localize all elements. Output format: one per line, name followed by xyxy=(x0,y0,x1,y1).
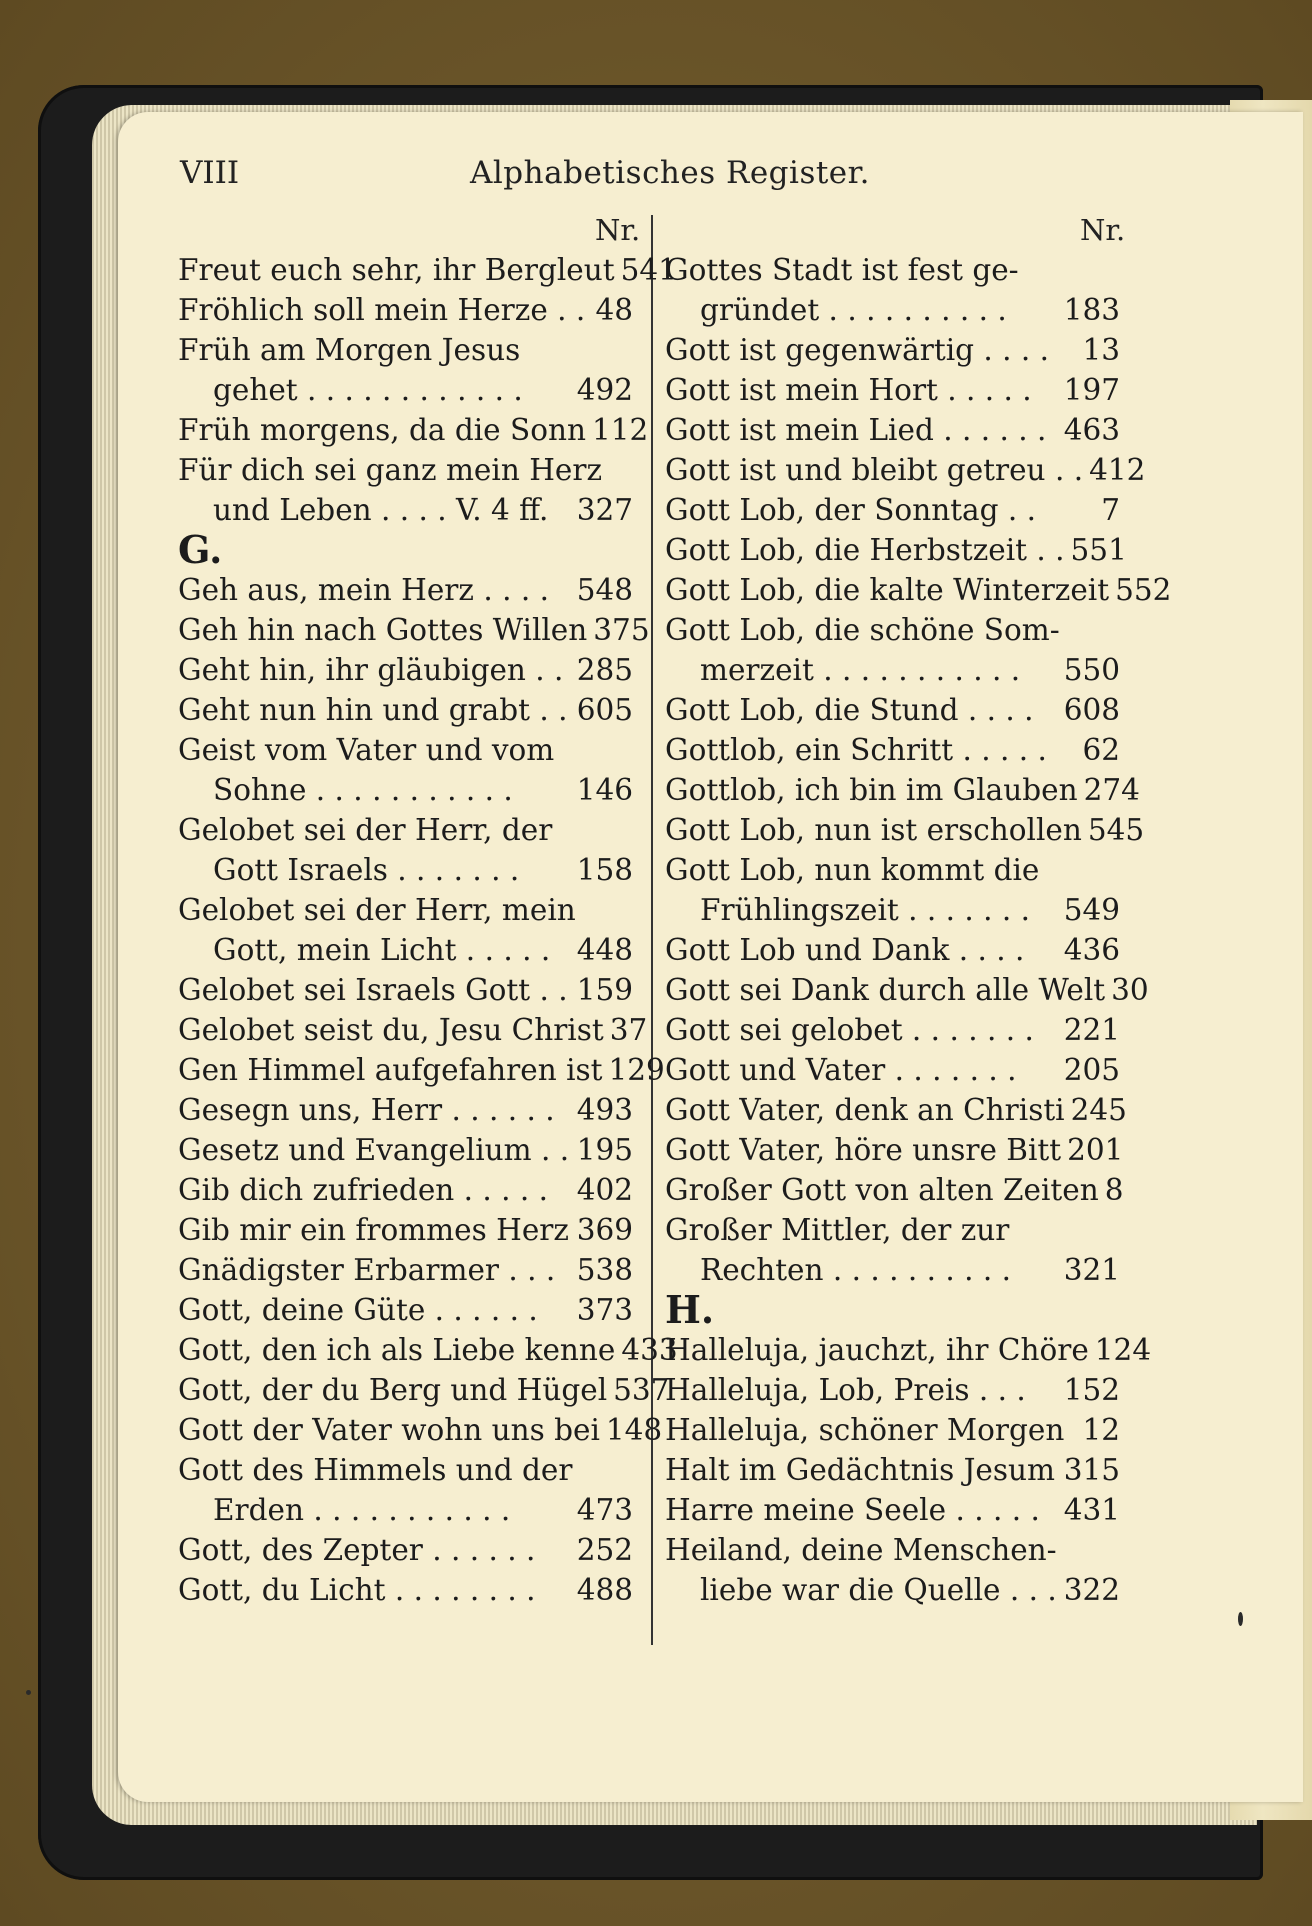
entry-number: 183 xyxy=(1063,293,1120,327)
entry-title: Harre meine Seele . . . . . xyxy=(665,1493,1040,1527)
entry-number: 221 xyxy=(1063,1013,1120,1047)
entry-title: Gott Lob, der Sonntag . . xyxy=(665,493,1037,527)
index-entry xyxy=(665,1490,1120,1530)
entry-number: 129 xyxy=(608,1053,665,1087)
index-entry xyxy=(665,1050,1120,1090)
entry-number: 545 xyxy=(1087,813,1145,847)
index-entry xyxy=(178,1450,633,1490)
index-entry xyxy=(665,570,1172,610)
entry-number: 8 xyxy=(1104,1173,1124,1207)
entry-title: Sohne . . . . . . . . . . . xyxy=(213,773,513,807)
index-entry xyxy=(665,810,1145,850)
entry-title: Früh morgens, da die Sonn xyxy=(178,413,586,447)
entry-title: Für dich sei ganz mein Herz xyxy=(178,453,603,487)
entry-number: 538 xyxy=(576,1253,633,1287)
entry-title: Gen Himmel aufgefahren ist xyxy=(178,1053,603,1087)
index-entry xyxy=(178,1370,670,1410)
entry-number: 436 xyxy=(1063,933,1120,967)
entry-number: 605 xyxy=(576,693,633,727)
index-entry xyxy=(665,370,1120,410)
entry-title: Gott, des Zepter . . . . . . xyxy=(178,1533,536,1567)
entry-number: 12 xyxy=(1082,1413,1120,1447)
entry-number: 321 xyxy=(1063,1253,1120,1287)
entry-number: 493 xyxy=(576,1093,633,1127)
entry-title: H. xyxy=(665,1287,715,1332)
entry-title: Gott des Himmels und der xyxy=(178,1453,573,1487)
index-entry xyxy=(665,1090,1127,1130)
index-entry xyxy=(665,930,1120,970)
index-entry xyxy=(178,290,633,330)
entry-number: 112 xyxy=(592,413,649,447)
entry-title: Großer Gott von alten Zeiten xyxy=(665,1173,1099,1207)
entry-number: 205 xyxy=(1063,1053,1120,1087)
index-entry xyxy=(178,450,633,490)
index-entry xyxy=(665,1530,1120,1570)
entry-title: Gott, der du Berg und Hügel xyxy=(178,1373,608,1407)
entry-number: 492 xyxy=(576,373,633,407)
entry-number: 473 xyxy=(576,1493,633,1527)
entry-number: 30 xyxy=(1111,973,1149,1007)
entry-title: Frühlingszeit . . . . . . . xyxy=(700,893,1031,927)
index-entry xyxy=(665,970,1149,1010)
entry-title: Gelobet sei Israels Gott . . xyxy=(178,973,568,1007)
entry-number: 62 xyxy=(1082,733,1120,767)
index-entry xyxy=(178,730,633,770)
entry-number xyxy=(1114,1530,1120,1570)
entry-number: 48 xyxy=(595,293,633,327)
nr-label-right: Nr. xyxy=(1080,213,1126,247)
entry-title: Geist vom Vater und vom xyxy=(178,733,555,767)
entry-number xyxy=(627,450,633,490)
index-entry xyxy=(665,1370,1120,1410)
entry-title: Gib dich zufrieden . . . . . xyxy=(178,1173,549,1207)
page-number: VIII xyxy=(180,155,240,191)
index-entry xyxy=(178,650,633,690)
entry-title: Gott Vater, denk an Christi xyxy=(665,1093,1065,1127)
entry-number: 448 xyxy=(576,933,633,967)
index-entry xyxy=(178,1570,633,1610)
index-entry xyxy=(178,1130,633,1170)
entry-title: liebe war die Quelle . . . xyxy=(700,1573,1057,1607)
entry-number xyxy=(627,890,633,930)
index-entry xyxy=(665,1170,1124,1210)
index-entry xyxy=(178,410,649,450)
entry-number: 548 xyxy=(576,573,633,607)
index-entry xyxy=(178,1290,633,1330)
index-entry xyxy=(178,890,633,930)
entry-title: Gott Israels . . . . . . . xyxy=(213,853,520,887)
entry-title: Gott sei Dank durch alle Welt xyxy=(665,973,1106,1007)
entry-title: Gelobet sei der Herr, mein xyxy=(178,893,576,927)
index-entry xyxy=(665,330,1120,370)
entry-title: Erden . . . . . . . . . . . xyxy=(213,1493,511,1527)
entry-title: Gott ist gegenwärtig . . . . xyxy=(665,333,1050,367)
entry-title: Halleluja, Lob, Preis . . . xyxy=(665,1373,1026,1407)
entry-title: Gott ist mein Hort . . . . . xyxy=(665,373,1032,407)
entry-number: 146 xyxy=(576,773,633,807)
entry-title: Gott Lob, die schöne Som- xyxy=(665,613,1060,647)
entry-number: 195 xyxy=(576,1133,633,1167)
entry-title: Gottlob, ich bin im Glauben xyxy=(665,773,1078,807)
entry-number: 152 xyxy=(1063,1373,1120,1407)
entry-number: 37 xyxy=(609,1013,648,1047)
entry-title: Gesegn uns, Herr . . . . . . xyxy=(178,1093,555,1127)
entry-title: Geht hin, ihr gläubigen . . xyxy=(178,653,564,687)
index-entry xyxy=(665,650,1120,690)
nr-label-left: Nr. xyxy=(595,213,641,247)
entry-title: gründet . . . . . . . . . . xyxy=(700,293,1007,327)
entry-title: Gott, du Licht . . . . . . . . xyxy=(178,1573,536,1607)
entry-title: Gott ist und bleibt getreu . . xyxy=(665,453,1084,487)
entry-title: Gesetz und Evangelium . . xyxy=(178,1133,570,1167)
entry-title: und Leben . . . . V. 4 ff. xyxy=(213,493,549,527)
entry-number: 159 xyxy=(576,973,633,1007)
right-column xyxy=(665,250,1172,1610)
index-entry xyxy=(665,1570,1120,1610)
entry-title: Gib mir ein frommes Herz xyxy=(178,1213,569,1247)
entry-title: Gott Lob, nun kommt die xyxy=(665,853,1040,887)
entry-title: Gott und Vater . . . . . . . xyxy=(665,1053,1017,1087)
index-entry xyxy=(665,1250,1120,1290)
index-entry xyxy=(178,1490,633,1530)
entry-title: Gott Lob und Dank . . . . xyxy=(665,933,1025,967)
index-entry xyxy=(665,1450,1120,1490)
index-entry xyxy=(665,290,1120,330)
index-entry xyxy=(178,610,650,650)
entry-number: 369 xyxy=(576,1213,633,1247)
index-entry xyxy=(178,490,633,530)
entry-title: Gnädigster Erbarmer . . . xyxy=(178,1253,556,1287)
entry-title: Geht nun hin und grabt . . xyxy=(178,693,568,727)
index-entry xyxy=(178,1050,665,1090)
index-entry xyxy=(178,330,633,370)
entry-title: Halleluja, jauchzt, ihr Chöre xyxy=(665,1333,1089,1367)
index-entry xyxy=(665,850,1120,890)
entry-title: Gott Lob, die Stund . . . . xyxy=(665,693,1034,727)
entry-number: 608 xyxy=(1063,693,1120,727)
index-entry xyxy=(178,810,633,850)
index-entry xyxy=(665,450,1146,490)
entry-title: Geh aus, mein Herz . . . . xyxy=(178,573,549,607)
entry-number: 124 xyxy=(1094,1333,1152,1367)
index-entry xyxy=(178,970,633,1010)
entry-number: 13 xyxy=(1082,333,1120,367)
index-entry xyxy=(665,1130,1124,1170)
entry-title: Gottlob, ein Schritt . . . . . xyxy=(665,733,1047,767)
index-entry xyxy=(665,250,1120,290)
entry-number: 315 xyxy=(1063,1453,1120,1487)
entry-number: 373 xyxy=(576,1293,633,1327)
entry-title: Heiland, deine Menschen- xyxy=(665,1533,1057,1567)
index-entry xyxy=(178,1330,678,1370)
entry-title: Gott der Vater wohn uns bei xyxy=(178,1413,600,1447)
index-entry xyxy=(178,370,633,410)
entry-title: Gott Lob, die kalte Winterzeit xyxy=(665,573,1110,607)
index-entry xyxy=(665,1330,1152,1370)
index-entry xyxy=(178,1210,633,1250)
entry-title: Gott Lob, nun ist erschollen xyxy=(665,813,1082,847)
entry-title: Großer Mittler, der zur xyxy=(665,1213,1010,1247)
entry-number xyxy=(1114,250,1120,290)
index-entry xyxy=(665,1410,1120,1450)
index-entry xyxy=(665,610,1120,650)
entry-number: 148 xyxy=(605,1413,663,1447)
entry-number xyxy=(1114,610,1120,650)
index-entry xyxy=(665,1210,1120,1250)
entry-title: Gott Lob, die Herbstzeit . . xyxy=(665,533,1065,567)
section-letter xyxy=(178,527,633,572)
index-entry xyxy=(665,690,1120,730)
page-speck xyxy=(26,1690,31,1695)
entry-number: 541 xyxy=(620,253,677,287)
entry-number: 322 xyxy=(1063,1573,1120,1607)
index-entry xyxy=(665,890,1120,930)
entry-title: Gott ist mein Lied . . . . . . xyxy=(665,413,1047,447)
section-letter xyxy=(665,1287,1120,1332)
entry-number: 552 xyxy=(1115,573,1172,607)
entry-number: 431 xyxy=(1063,1493,1120,1527)
entry-number: 158 xyxy=(576,853,633,887)
entry-number: 197 xyxy=(1063,373,1120,407)
index-entry xyxy=(178,1250,633,1290)
entry-number xyxy=(1114,1210,1120,1250)
entry-number: 201 xyxy=(1067,1133,1124,1167)
entry-title: Halt im Gedächtnis Jesum xyxy=(665,1453,1055,1487)
entry-number: 537 xyxy=(613,1373,670,1407)
index-entry xyxy=(178,570,633,610)
entry-number xyxy=(627,1450,633,1490)
index-entry xyxy=(178,770,633,810)
entry-number xyxy=(627,330,633,370)
entry-title: Gott, deine Güte . . . . . . xyxy=(178,1293,538,1327)
entry-number: 412 xyxy=(1089,453,1146,487)
entry-title: Früh am Morgen Jesus xyxy=(178,333,521,367)
index-entry xyxy=(178,930,633,970)
entry-title: Gott, mein Licht . . . . . xyxy=(213,933,551,967)
index-entry xyxy=(665,1010,1120,1050)
entry-title: Halleluja, schöner Morgen xyxy=(665,1413,1065,1447)
page-speck xyxy=(1238,1612,1243,1626)
page-title: Alphabetisches Register. xyxy=(470,155,870,191)
entry-title: merzeit . . . . . . . . . . . xyxy=(700,653,1021,687)
entry-title: Gott Vater, höre unsre Bitt xyxy=(665,1133,1062,1167)
entry-number xyxy=(627,730,633,770)
entry-number: 549 xyxy=(1063,893,1120,927)
index-entry xyxy=(178,250,677,290)
index-entry xyxy=(178,1090,633,1130)
entry-number: 463 xyxy=(1063,413,1120,447)
entry-title: Gott, den ich als Liebe kenne xyxy=(178,1333,616,1367)
index-entry xyxy=(665,730,1120,770)
entry-title: Gottes Stadt ist fest ge- xyxy=(665,253,1019,287)
entry-number: 551 xyxy=(1070,533,1127,567)
entry-number: 245 xyxy=(1070,1093,1127,1127)
entry-number: 7 xyxy=(1101,493,1120,527)
index-entry xyxy=(665,490,1120,530)
entry-number: 488 xyxy=(576,1573,633,1607)
entry-number xyxy=(1114,850,1120,890)
entry-title: Rechten . . . . . . . . . . xyxy=(700,1253,1012,1287)
entry-number: 433 xyxy=(621,1333,678,1367)
index-entry xyxy=(178,1410,663,1450)
index-entry xyxy=(665,770,1140,810)
entry-number xyxy=(627,810,633,850)
entry-number: 402 xyxy=(576,1173,633,1207)
entry-number: 252 xyxy=(576,1533,633,1567)
index-entry xyxy=(178,1010,648,1050)
index-entry xyxy=(665,530,1127,570)
entry-number: 327 xyxy=(576,493,633,527)
entry-title: Gelobet sei der Herr, der xyxy=(178,813,553,847)
entry-title: Freut euch sehr, ihr Bergleut xyxy=(178,253,615,287)
entry-title: Geh hin nach Gottes Willen xyxy=(178,613,588,647)
left-column xyxy=(178,250,678,1610)
index-entry xyxy=(665,410,1120,450)
entry-number: 375 xyxy=(593,613,650,647)
entry-number: 550 xyxy=(1063,653,1120,687)
entry-number: 274 xyxy=(1083,773,1140,807)
index-entry xyxy=(178,1170,633,1210)
index-entry xyxy=(178,690,633,730)
entry-number: 285 xyxy=(576,653,633,687)
index-entry xyxy=(178,850,633,890)
entry-title: Fröhlich soll mein Herze . . xyxy=(178,293,586,327)
index-entry xyxy=(178,1530,633,1570)
entry-title: gehet . . . . . . . . . . . . xyxy=(213,373,523,407)
entry-title: G. xyxy=(178,527,223,572)
entry-title: Gott sei gelobet . . . . . . . xyxy=(665,1013,1034,1047)
entry-title: Gelobet seist du, Jesu Christ xyxy=(178,1013,604,1047)
